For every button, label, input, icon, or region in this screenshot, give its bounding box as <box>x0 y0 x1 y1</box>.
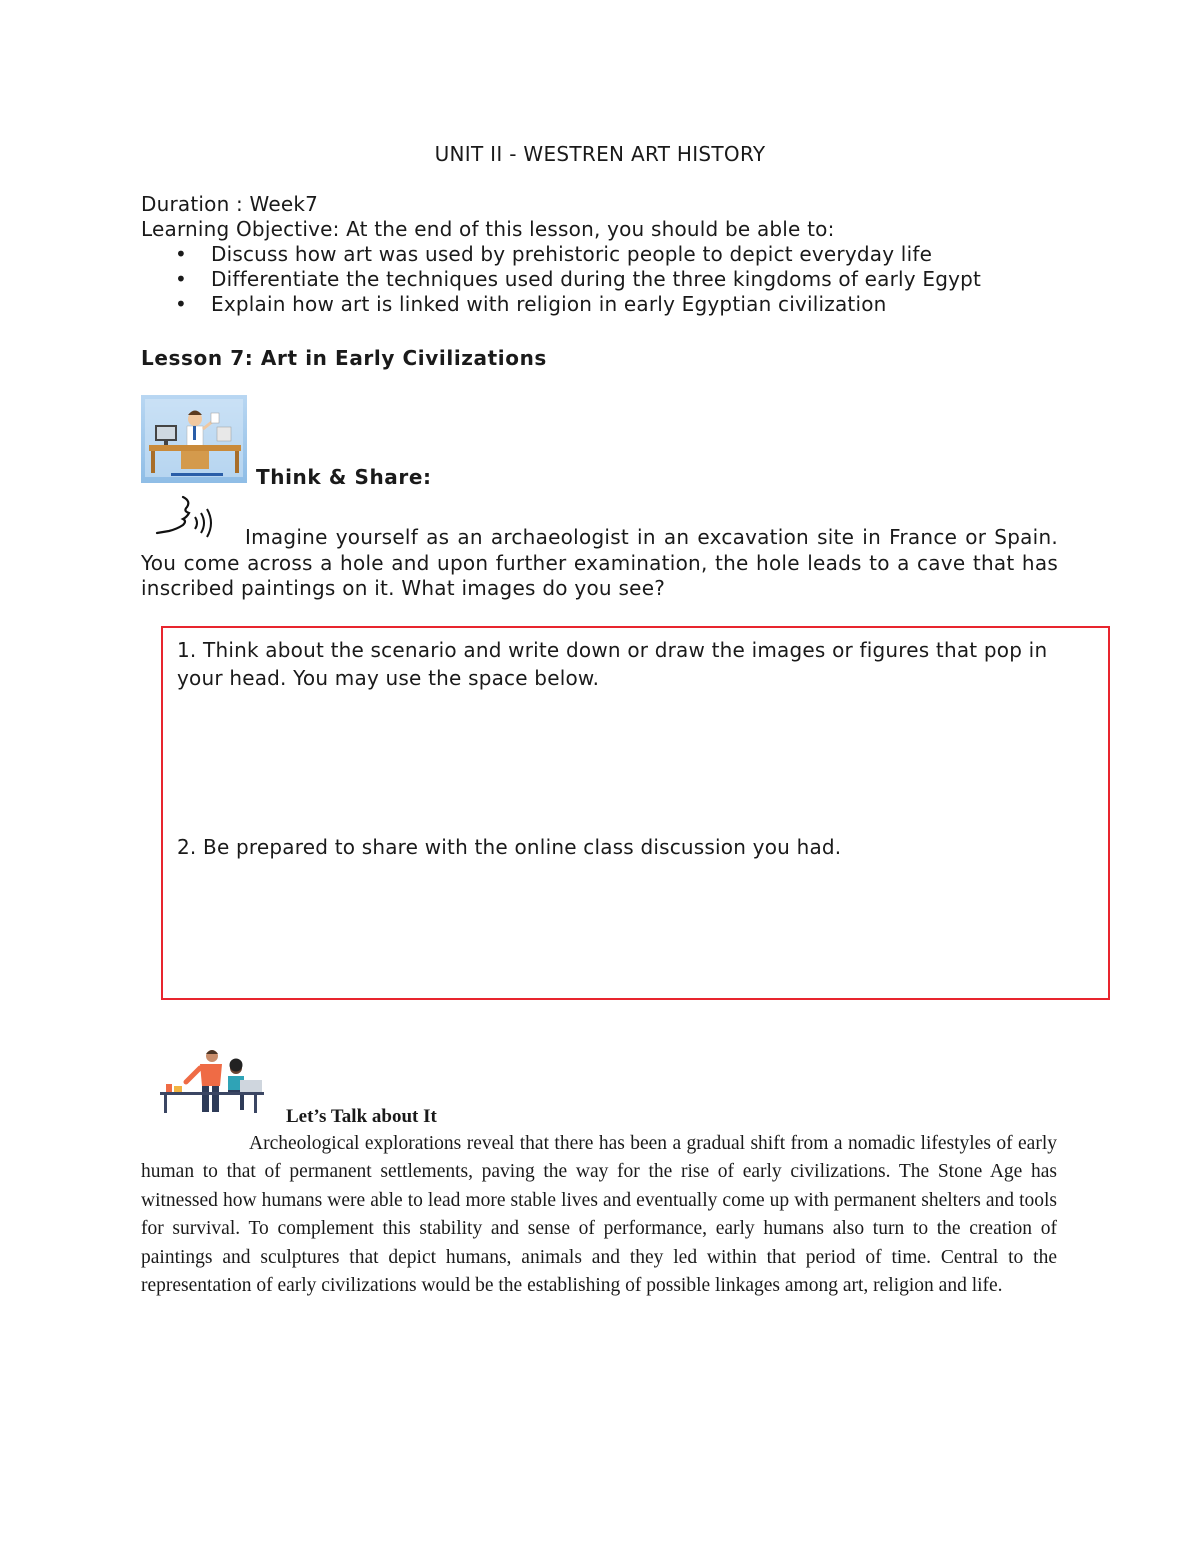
unit-title: UNIT II - WESTREN ART HISTORY <box>434 142 766 166</box>
think-share-label: Think & Share: <box>256 465 432 489</box>
scenario-text <box>141 525 1058 602</box>
lesson-meta <box>141 192 1061 317</box>
teacher-at-desk-icon <box>141 395 247 483</box>
task-2: 2. Be prepared to share with the online class discussion you had. <box>177 835 842 859</box>
objective-item: • Discuss how art was used by prehistoric people to depict everyday life <box>211 242 1061 267</box>
objective-list <box>141 242 1061 317</box>
objective-item: • Explain how art is linked with religion in early Egyptian civilization <box>211 292 1061 317</box>
talk-label: Let’s Talk about It <box>286 1106 437 1127</box>
talk-body-text: Archeological explorations reveal that there has been a gradual shift from a nomadic lifestyles of early human to that of permanent settlements, paving the way for the rise of early civilizations. The Stone Age has witnessed how humans were able to lead more stable lives and eventually come up with permanent shelters and tools for survival. To complement this stability and sense of performance, early humans also turn to the creation of paintings and sculptures that depict humans, animals and they led within that period of time. Central to the representation of early civilizations would be the establishing of possible linkages among art, religion and life. <box>141 1133 1057 1297</box>
lesson-title: Lesson 7: Art in Early Civilizations <box>141 346 547 370</box>
duration: Duration : Week7 <box>141 192 319 216</box>
people-at-laptop-icon <box>156 1046 268 1116</box>
learning-objective: Learning Objective: At the end of this lesson, you should be able to: <box>141 217 835 241</box>
talk-body <box>141 1130 1057 1300</box>
objective-item: • Differentiate the techniques used during the three kingdoms of early Egypt <box>211 267 1061 292</box>
task-box[interactable] <box>161 626 1110 1000</box>
scenario-body: Imagine yourself as an archaeologist in an excavation site in France or Spain. You come across a hole and upon further examination, the hole leads to a cave that has inscribed paintings on it. What images do you see? <box>141 525 1058 600</box>
task-1: 1. Think about the scenario and write down or draw the images or figures that pop in your head. You may use the space below. <box>177 638 1048 690</box>
